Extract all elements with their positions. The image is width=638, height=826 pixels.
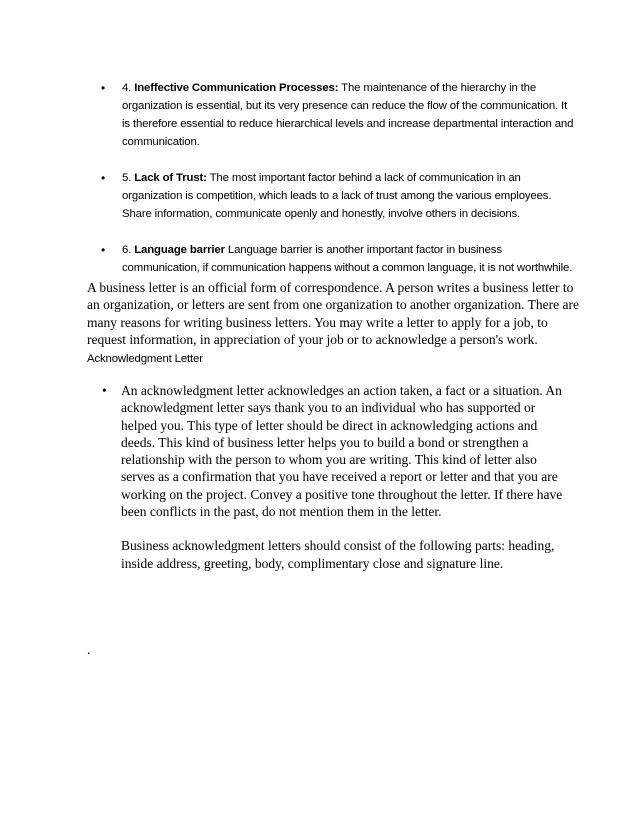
list-item-text: Language barrier is another important factor in business communication, if communication happens without a common language, it is not worthwhile. <box>122 244 573 274</box>
list-item-number: 5. <box>122 172 132 184</box>
list-item <box>0 241 638 277</box>
list-item <box>0 382 638 572</box>
list-item-text: An acknowledgment letter acknowledges an action taken, a fact or a situation. An acknowledgment letter says thank you to an individual who has supported or helped you. This type of letter should be direct in acknowledging actions and deeds. This kind of business letter helps you to build a bond or strengthen a relationship with the person to whom you are writing. This kind of letter also serves as a confirmation that you have received a report or letter and that you are working on the project. Convey a positive tone throughout the letter. If there have been conflicts in the past, do not mention them in the letter. <box>121 383 563 520</box>
bullet-icon: • <box>102 383 107 398</box>
list-item-title: Lack of Trust: <box>134 172 207 184</box>
acknowledgment-list <box>0 382 638 572</box>
communication-barriers-list <box>0 79 638 277</box>
list-item-title: Ineffective Communication Processes: <box>134 82 339 94</box>
bullet-icon: • <box>101 171 106 185</box>
list-item-title: Language barrier <box>134 244 225 256</box>
list-item <box>0 169 638 223</box>
trailing-mark: . <box>87 642 91 657</box>
bullet-icon: • <box>101 81 106 95</box>
list-item-text: The most important factor behind a lack of communication in an organization is competition, which leads to a lack of trust among the various employees. Share information, communicate openly and honestly, involve others in decisions. <box>122 172 552 220</box>
list-item-number: 6. <box>122 244 132 256</box>
list-item-number: 4. <box>122 82 132 94</box>
bullet-icon: • <box>101 243 106 257</box>
intro-paragraph: A business letter is an official form of correspondence. A person writes a business letter to an organization, or letters are sent from one organization to another organization. There are many reasons for writing business letters. You may write a letter to apply for a job, to request information, in appreciation of your job or to acknowledge a person's work. <box>87 280 579 347</box>
parts-paragraph: Business acknowledgment letters should consist of the following parts: heading, inside address, greeting, body, complimentary close and signature line. <box>121 538 555 571</box>
acknowledgment-heading: Acknowledgment Letter <box>87 353 203 365</box>
list-item-text: The maintenance of the hierarchy in the organization is essential, but its very presence can reduce the flow of the communication. It is therefore essential to reduce hierarchical levels and increase departmental interaction and communication. <box>122 82 574 148</box>
list-item <box>0 79 638 151</box>
